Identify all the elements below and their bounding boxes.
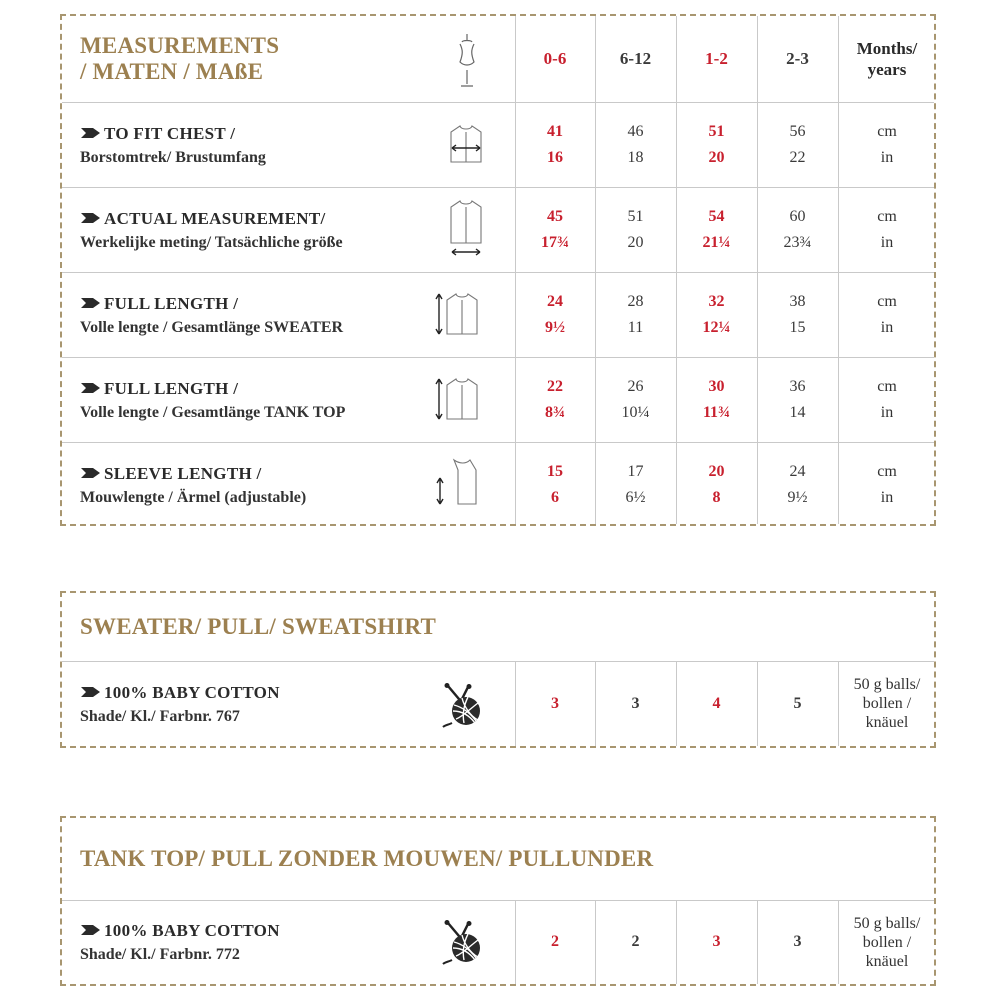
size-header-1-2: 1-2 (705, 49, 728, 68)
unit-cm: cm (877, 207, 897, 225)
size-header-0-6: 0-6 (543, 49, 567, 68)
measurement-name-text: ACTUAL MEASUREMENT/ (104, 208, 326, 228)
sweater-length-icon (434, 290, 480, 338)
measurement-value-cell (757, 442, 838, 527)
value-in: 10¼ (621, 403, 650, 421)
value-cm: 28 (627, 292, 644, 310)
measurement-row (62, 442, 934, 527)
measurement-name-text: TO FIT CHEST / (104, 123, 236, 143)
value-in: 21¼ (702, 233, 731, 251)
value-in: 18 (627, 148, 644, 166)
measurement-units (838, 102, 936, 187)
unit-line-1: 50 g balls/ (853, 914, 921, 932)
tanktop-title (80, 818, 653, 900)
measurement-value-cell (676, 187, 757, 272)
unit-in: in (880, 488, 894, 506)
header-row (62, 16, 934, 103)
size-header-6-12: 6-12 (619, 49, 652, 68)
measurement-translation: Volle lengte / Gesamtlänge TANK TOP (80, 403, 346, 421)
unit-cm: cm (877, 462, 897, 480)
value-in: 11¾ (702, 403, 731, 421)
unit-cm: cm (877, 377, 897, 395)
value-in: 20 (708, 148, 725, 166)
measurement-name (80, 376, 345, 402)
measurement-row (62, 272, 934, 358)
units-header-line-1: Months/ (856, 39, 918, 58)
value-in: 23¾ (783, 233, 812, 251)
value-in: 9½ (545, 318, 565, 336)
sweater-title (80, 593, 436, 661)
title-line-2: / MATEN / MAßE (80, 59, 264, 84)
value-in: 16 (547, 148, 563, 166)
value-in: 9½ (787, 488, 808, 506)
arrow-icon (80, 923, 102, 937)
value-in: 8¾ (545, 403, 565, 421)
unit-line-3: knäuel (865, 952, 909, 970)
value-in: 14 (789, 403, 806, 421)
balls-6-12: 3 (631, 694, 640, 712)
measurement-name-text: FULL LENGTH / (104, 378, 239, 398)
measurement-value-cell (757, 102, 838, 187)
value-cm: 51 (708, 122, 725, 140)
value-cm: 30 (708, 377, 725, 395)
measurement-translation: Mouwlengte / Ärmel (adjustable) (80, 488, 307, 506)
measurements-table (60, 14, 936, 526)
value-in: 22 (789, 148, 806, 166)
value-cm: 15 (547, 462, 563, 480)
sweater-title-text: SWEATER/ PULL/ SWEATSHIRT (80, 614, 437, 639)
arrow-icon (80, 211, 102, 225)
unit-line-2: bollen / (862, 933, 912, 951)
measurement-name (80, 121, 266, 147)
value-in: 15 (789, 318, 806, 336)
balls-6-12: 2 (631, 933, 640, 950)
measurement-units (838, 272, 936, 357)
unit-cm: cm (877, 122, 897, 140)
measurement-label (80, 442, 306, 527)
unit-in: in (880, 233, 894, 251)
value-cm: 17 (627, 462, 644, 480)
value-in: 20 (627, 233, 644, 251)
value-cm: 51 (627, 207, 644, 225)
measurement-value-cell (676, 357, 757, 442)
dress-form-icon (454, 32, 480, 90)
measurement-row (62, 187, 934, 273)
balls-1-2: 3 (712, 933, 721, 950)
measurement-value-cell (595, 272, 676, 357)
sweater-yarn-label (80, 661, 280, 746)
value-cm: 54 (708, 207, 725, 225)
balls-2-3: 5 (793, 694, 802, 712)
measurement-label (80, 357, 345, 442)
yarn-ball-icon (442, 683, 488, 729)
measurement-value-cell (595, 357, 676, 442)
arrow-icon (80, 296, 102, 310)
measurement-label (80, 102, 266, 187)
size-header-2-3: 2-3 (786, 49, 809, 68)
value-cm: 36 (789, 377, 806, 395)
measurements-title (80, 16, 279, 102)
balls-2-3: 3 (793, 933, 802, 950)
measurement-value-cell (595, 442, 676, 527)
measurement-value-cell (595, 187, 676, 272)
value-cm: 41 (547, 122, 563, 140)
value-cm: 20 (708, 462, 725, 480)
measurement-value-cell (676, 102, 757, 187)
value-in: 11 (627, 318, 644, 336)
arrow-icon (80, 126, 102, 140)
shade-number: Shade/ Kl./ Farbnr. 767 (80, 707, 240, 725)
value-cm: 56 (789, 122, 806, 140)
measurement-units (838, 357, 936, 442)
unit-in: in (880, 148, 894, 166)
measurement-name (80, 291, 343, 317)
value-in: 17¾ (541, 233, 569, 251)
tanktop-yarn-row (62, 900, 934, 984)
value-in: 6 (551, 488, 559, 506)
value-in: 6½ (625, 488, 646, 506)
measurement-translation: Werkelijke meting/ Tatsächliche größe (80, 233, 343, 251)
tanktop-title-text: TANK TOP/ PULL ZONDER MOUWEN/ PULLUNDER (80, 846, 654, 871)
measurement-label (80, 187, 343, 272)
measurement-value-cell (515, 442, 595, 527)
unit-line-3: knäuel (865, 714, 909, 731)
arrow-icon (80, 466, 102, 480)
sweater-yarn-table (60, 591, 936, 748)
balls-unit (838, 900, 936, 984)
tanktop-yarn-label (80, 900, 280, 984)
measurement-value-cell (757, 187, 838, 272)
measurement-name-text: FULL LENGTH / (104, 293, 239, 313)
yarn-name: 100% BABY COTTON (104, 921, 280, 940)
measurement-value-cell (515, 102, 595, 187)
unit-cm: cm (877, 292, 897, 310)
measurement-name-text: SLEEVE LENGTH / (104, 463, 262, 483)
value-cm: 38 (789, 292, 806, 310)
shade-number: Shade/ Kl./ Farbnr. 772 (80, 946, 240, 963)
value-cm: 45 (547, 207, 563, 225)
measurement-label (80, 272, 343, 357)
yarn-name: 100% BABY COTTON (104, 682, 280, 702)
balls-0-6: 2 (551, 933, 559, 950)
measurement-value-cell (676, 272, 757, 357)
sweater-title-row (62, 593, 934, 662)
value-cm: 26 (627, 377, 644, 395)
unit-in: in (880, 318, 894, 336)
unit-in: in (880, 403, 894, 421)
measurement-value-cell (757, 357, 838, 442)
measurement-value-cell (515, 272, 595, 357)
value-cm: 24 (789, 462, 806, 480)
sleeve-length-icon (434, 456, 480, 512)
measurement-translation: Borstomtrek/ Brustumfang (80, 148, 266, 166)
measurement-row (62, 102, 934, 188)
unit-line-2: bollen / (862, 695, 912, 712)
value-cm: 46 (627, 122, 644, 140)
arrow-icon (80, 685, 102, 699)
units-header (838, 16, 936, 102)
measurement-name (80, 206, 343, 232)
measurement-value-cell (676, 442, 757, 527)
actual-measurement-icon (446, 199, 486, 257)
measurement-row (62, 357, 934, 443)
balls-1-2: 4 (712, 694, 721, 712)
value-cm: 60 (789, 207, 806, 225)
measurement-name (80, 461, 306, 487)
measurement-units (838, 442, 936, 527)
measurement-value-cell (757, 272, 838, 357)
measurement-value-cell (515, 357, 595, 442)
chest-width-icon (446, 122, 486, 168)
tanktop-title-row (62, 818, 934, 901)
tanktop-length-icon (434, 375, 480, 423)
value-in: 12¼ (702, 318, 731, 336)
value-in: 8 (712, 488, 721, 506)
arrow-icon (80, 381, 102, 395)
units-header-line-2: years (867, 60, 907, 79)
title-line-1: MEASUREMENTS (80, 33, 280, 58)
yarn-ball-icon (442, 920, 488, 966)
sweater-yarn-row (62, 661, 934, 746)
value-cm: 22 (547, 377, 563, 395)
value-cm: 24 (547, 292, 563, 310)
measurement-value-cell (515, 187, 595, 272)
value-cm: 32 (708, 292, 725, 310)
measurement-value-cell (595, 102, 676, 187)
balls-unit (838, 661, 936, 746)
balls-0-6: 3 (551, 694, 559, 712)
unit-line-1: 50 g balls/ (853, 676, 921, 693)
tanktop-yarn-table (60, 816, 936, 986)
measurement-translation: Volle lengte / Gesamtlänge SWEATER (80, 318, 344, 336)
measurement-units (838, 187, 936, 272)
